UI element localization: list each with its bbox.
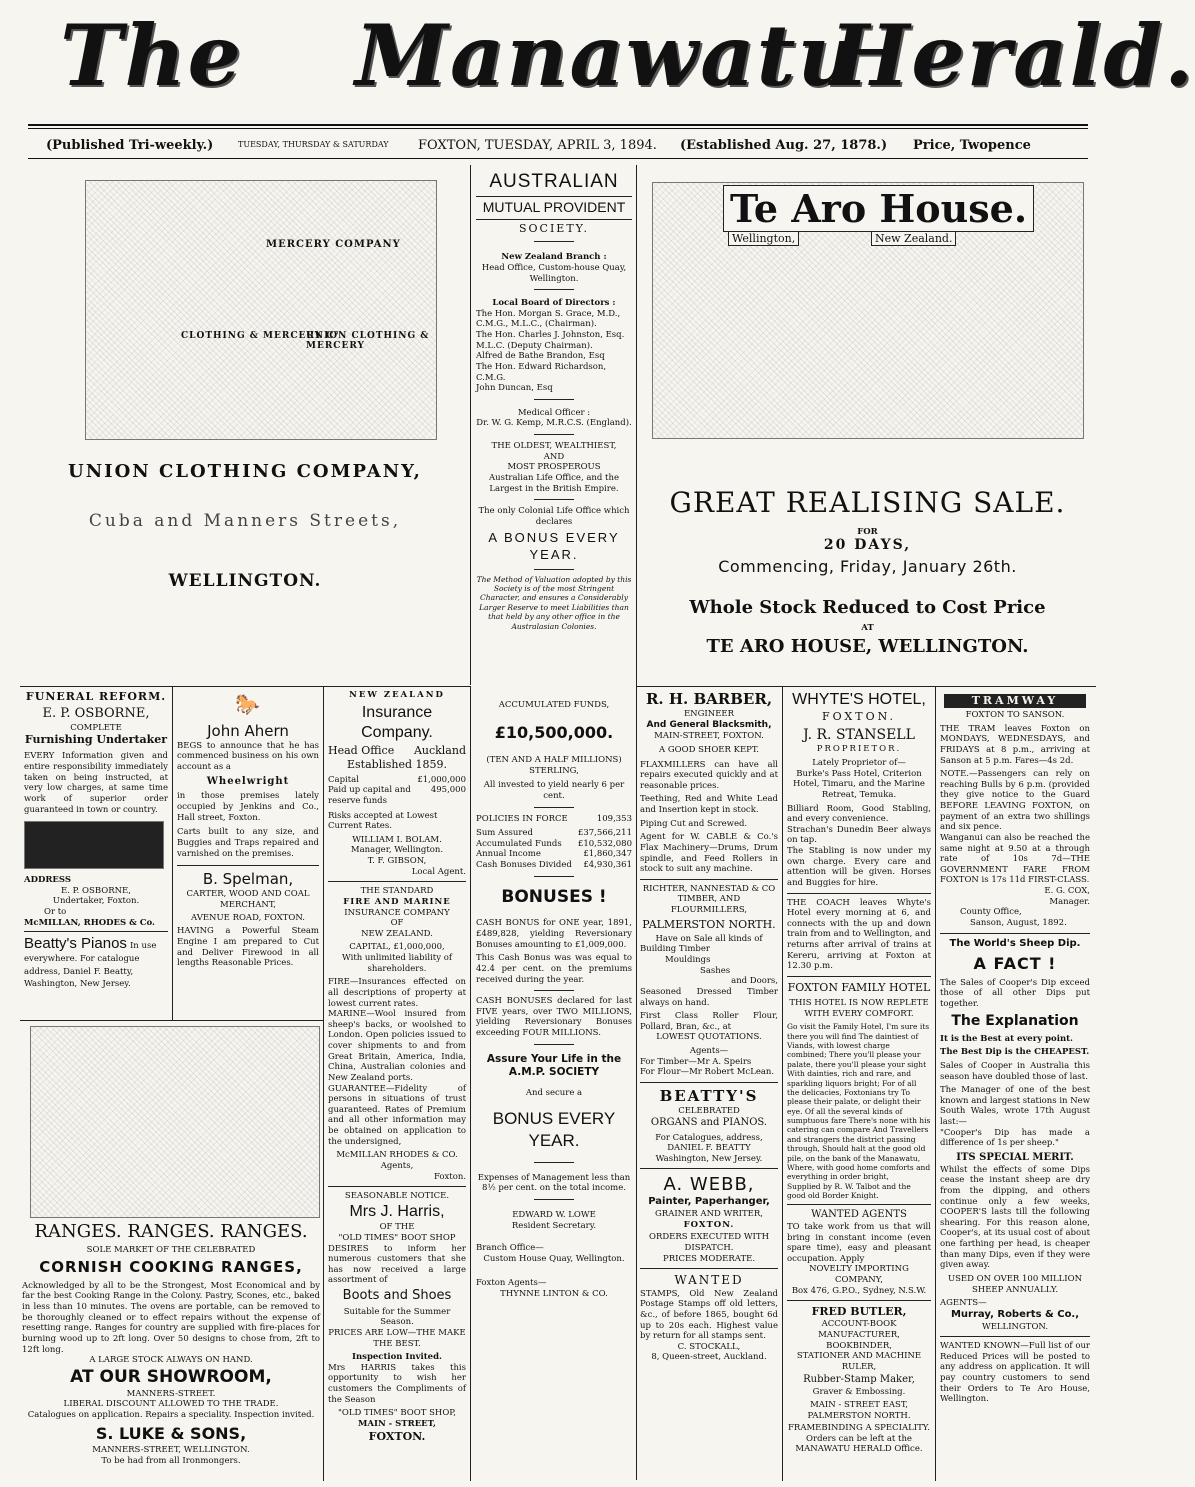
masthead-rule-top [28, 124, 1088, 126]
richter-trade: TIMBER, AND FLOURMILLERS, [670, 894, 748, 916]
amp-oldest-2: AND [543, 451, 565, 462]
harris-body: DESIRES to inform her numerous customers that she has now received a large assortment of [328, 1243, 466, 1286]
sheep-dip-wellington: WELLINGTON. [981, 1321, 1049, 1332]
amp-director-2: The Hon. Charles J. Johnston, Esq. M.L.C. (Deputy Chairman). [476, 330, 625, 351]
amp-branch-office: Branch Office— [476, 1243, 544, 1254]
wanted-stamps-addr: 8, Queen-street, Auckland. [651, 1352, 767, 1363]
whyte-billiard: Billiard Room, Good Stabling, and every convenience. [787, 803, 931, 825]
tramway-cox: E. G. COX, [1044, 886, 1090, 897]
dateline-date: FOXTON, TUESDAY, APRIL 3, 1894. [418, 138, 657, 153]
sheep-dip-best: It is the Best at every point. [940, 1033, 1074, 1044]
standard-foxton: Foxton. [433, 1171, 466, 1182]
harris-thanks: Mrs HARRIS takes this opportunity to wish her customers the Compliments of the Season [328, 1362, 466, 1405]
richter-sashes: Sashes [700, 965, 731, 976]
webb-foxton: FOXTON. [683, 1219, 735, 1230]
nz-ins-office-label: Head Office [328, 743, 395, 757]
agents-body: TO take work from us that will bring in constant income (even spare time), easy and pleasant occupation. Apply [787, 1221, 931, 1264]
te-aro-subtitle-1: Wellington, [728, 231, 799, 246]
te-aro-sale-title: GREAT REALISING SALE. [669, 486, 1066, 519]
amp-medical: Medical Officer : [517, 407, 591, 418]
barber-ad [640, 690, 778, 1480]
amp-funds-value: £10,532,080 [577, 838, 632, 849]
masthead-the: The [60, 6, 244, 105]
tramway-manager: Manager. [1049, 896, 1090, 907]
sheep-dip-head: The World's Sheep Dip. [949, 937, 1081, 949]
osborne-complete: COMPLETE [70, 722, 122, 733]
nz-ins-bolam: WILLIAM I. BOLAM. [352, 834, 442, 845]
barber-flax: FLAXMILLERS can have all repairs executed quickly and at reasonable prices. [640, 759, 778, 791]
amp-director-5: John Duncan, Esq [476, 383, 553, 394]
webb-trade: Painter, Paperhanger, [648, 1196, 770, 1208]
amp-cash-1: CASH BONUS for ONE year, 1891, £489,828, yielding Reversionary Bonuses amounting to £1,009,000. [476, 918, 632, 950]
barber-name: R. H. BARBER, [645, 690, 773, 708]
osborne-name: E. P. OSBORNE, [42, 706, 150, 722]
amp-colonial-2: declares [535, 516, 573, 527]
ranges-catalogues: Catalogues on application. Repairs a speciality. Inspection invited. [27, 1409, 315, 1420]
sheep-dip-quote: "Cooper's Dip has made a difference of 1s per sheep." [940, 1127, 1090, 1149]
amp-amount: £10,500,000. [494, 722, 614, 742]
amp-policies-value: 109,353 [596, 813, 632, 824]
standard-liab: With unlimited liability of shareholders. [342, 953, 452, 974]
amp-branch-addr: Custom House Quay, Wellington. [483, 1253, 625, 1264]
beatty-organs-daniel: DANIEL F. BEATTY [667, 1143, 751, 1154]
whyte-name: WHYTE'S HOTEL, [792, 691, 926, 708]
richter-name: RICHTER, NANNESTAD & CO [642, 883, 776, 894]
ahern-ad [177, 690, 319, 1020]
butler-orders: Orders can be left at the MANAWATU HERALD Office. [795, 1433, 923, 1455]
harris-suitable: Suitable for the Summer Season. [343, 1306, 451, 1328]
whyte-prop: J. R. STANSELL [803, 726, 915, 743]
beatty-organs-org: ORGANS and PIANOS. [650, 1116, 768, 1128]
harris-prices: PRICES ARE LOW—THE MAKE THE BEST. [328, 1327, 466, 1349]
spelman-addr: AVENUE ROAD, FOXTON. [191, 912, 305, 923]
harris-name: Mrs J. Harris, [349, 1202, 445, 1220]
beatty-pianos-title: Beatty's Pianos [24, 935, 127, 953]
amp-oldest-1: THE OLDEST, WEALTHIEST, [491, 441, 617, 452]
standard-mcmillan: McMILLAN RHODES & CO. [336, 1150, 458, 1161]
amp-expenses: Expenses of Management less than 8½ per cent. on the total income. [477, 1172, 631, 1194]
buggy-icon: 🐎 [235, 692, 261, 716]
amp-secure: And secure a [525, 1087, 583, 1098]
standard-agents: Agents, [380, 1160, 414, 1171]
dateline-established: (Established Aug. 27, 1878.) [680, 138, 888, 153]
tramway-county: County Office, [960, 907, 1022, 918]
amp-income-label: Annual Income [476, 849, 541, 860]
masthead-rule-thin [28, 128, 1088, 129]
family-hotel-name: FOXTON FAMILY HOTEL [787, 980, 931, 994]
dateline-price: Price, Twopence [913, 138, 1031, 153]
tramway-date: Sanson, August, 1892. [970, 917, 1067, 928]
ranges-ad [22, 1220, 320, 1482]
coffin-plate-illustration [24, 821, 164, 869]
amp-bonus-every-year: A BONUS EVERY YEAR. [488, 530, 620, 563]
beatty-organs-name: BEATTY'S [659, 1086, 759, 1105]
standard-nz: NEW ZEALAND. [361, 928, 433, 939]
sheep-dip-agents: AGENTS— [940, 1298, 987, 1309]
standard-ins: INSURANCE COMPANY [344, 907, 450, 918]
barber-shoe: A GOOD SHOER KEPT. [659, 744, 759, 755]
beatty-organs-cat: For Catalogues, address, [655, 1132, 763, 1143]
union-clothing-ad [30, 460, 460, 593]
ranges-discount: LIBERAL DISCOUNT ALLOWED TO THE TRADE. [63, 1399, 279, 1410]
union-streets: Cuba and Manners Streets, [88, 511, 402, 532]
spelman-body: HAVING a Powerful Steam Engine I am prepared to Cut and Deliver Firewood in all lengths Reasonable Prices. [177, 926, 319, 969]
te-aro-at: AT [861, 622, 874, 633]
butler-main: MAIN - STREET EAST, [810, 1399, 908, 1410]
family-comfort: WITH EVERY COMFORT. [804, 1008, 914, 1019]
dateline-days: TUESDAY, THURSDAY & SATURDAY [238, 140, 389, 149]
amp-funds-label: Accumulated Funds [476, 838, 562, 849]
harris-main: MAIN - STREET, [357, 1418, 437, 1429]
standard-cap: CAPITAL, £1,000,000, [349, 942, 445, 953]
family-poem: Go visit the Family Hotel, I'm sure its there you will find The daintiest of Viands, with lowest charge combined; There you'll please your palate, there you'll please your sight With dainties, rich and rare, and sparkling liquors bright; For of all the delicacies, Foxtonians try To please their palate, or delight their eye. Of all the several kinds of sumptuous fare There's none with his catering can compare And Travellers and strangers the district passing through, Should halt at the good old pile, on the bank of the Manawatu, Where, with good home comforts and everything in order bright, [787, 1022, 931, 1182]
amp-doctor: Dr. W. G. Kemp, M.R.C.S. (England). [476, 418, 632, 429]
nz-ins-office-value: Auckland [413, 743, 466, 757]
amp-director-1: The Hon. Morgan S. Grace, M.D., C.M.G., M.L.C., (Chairman). [476, 308, 621, 330]
dateline [28, 136, 1088, 156]
amp-resident: Resident Secretary. [511, 1220, 597, 1231]
richter-flour: First Class Roller Flour, Pollard, Bran, &c., at [640, 1011, 778, 1032]
whyte-late: Lately Proprietor of— [812, 758, 906, 769]
te-aro-sale-ad [645, 485, 1090, 659]
beatty-organs-wash: Washington, New Jersey. [655, 1153, 763, 1164]
cooking-range-illustration [30, 1026, 320, 1218]
amp-ad-bottom [476, 700, 632, 1480]
nz-insurance-ad [328, 690, 466, 1480]
whyte-coach: THE COACH leaves Whyte's Hotel every morning at 6, and connects with the up and down train from and to Wellington, and returns after arrival of trains at Kereru, arriving at Foxton at 12.30 p.m. [787, 897, 931, 972]
harris-boots: Boots and Shoes [342, 1288, 452, 1304]
barber-black: And General Blacksmith, [646, 719, 772, 730]
te-aro-for: FOR [857, 526, 878, 537]
sheep-dip-aus: Sales of Cooper in Australia this season have doubled those of last. [940, 1060, 1090, 1082]
union-title: UNION CLOTHING COMPANY, [68, 461, 422, 482]
wanted-known-body: WANTED KNOWN—Full list of our Reduced Prices will be posted to any address on application. It will pay country customers to send their Orders to Te Aro House, Wellington. [940, 1341, 1090, 1405]
tramway-ad [940, 690, 1090, 1480]
ranges-stock: A LARGE STOCK ALWAYS ON HAND. [89, 1355, 253, 1366]
nz-ins-local: Local Agent. [411, 866, 466, 877]
amp-cash-2: This Cash Bonus was was equal to 42.4 per cent. on the premiums received during the year. [476, 953, 632, 985]
sheep-dip-explanation: The Explanation [951, 1012, 1079, 1029]
amp-name-1: AUSTRALIAN [489, 171, 619, 192]
amp-board: Local Board of Directors : [492, 298, 616, 309]
ranges-street: MANNERS-STREET. [126, 1388, 216, 1399]
ranges-title: RANGES. RANGES. RANGES. [34, 1221, 308, 1242]
amp-name-2: MUTUAL PROVIDENT [476, 196, 632, 220]
masthead-manawatu: Manawatu [355, 6, 861, 105]
sheep-dip-murray: Murray, Roberts & Co., [950, 1308, 1080, 1320]
sheep-dip-merit-body: Whilst the effects of some Dips cease the instant sheep are dry from the dipping, and others continue only a few weeks, COOPER'S lasts till the following shearing. For this reason alone, Cooper's, at its usual cost of about one farthing per head, is cheaper than many Dips, even if they were given away. [940, 1164, 1090, 1271]
amp-cash-label: Cash Bonuses Divided [476, 860, 572, 871]
spelman-name: B. Spelman, [202, 870, 294, 889]
amp-cash-3: CASH BONUSES declared for last FIVE years, over TWO MILLIONS, yielding Reversionary Bonuses exceeding FOUR MILLIONS. [476, 996, 632, 1039]
te-aro-commencing: Commencing, Friday, January 26th. [718, 557, 1017, 577]
whyte-foxton: FOXTON. [821, 710, 897, 724]
sheep-dip-merit: ITS SPECIAL MERIT. [956, 1151, 1074, 1163]
tramway-note: NOTE.—Passengers can rely on reaching Bulls by 6 p.m. (provided they give notice to the Guard BEFORE LEAVING FOXTON, on payment of an extra two shillings and six pence. [940, 769, 1090, 833]
agents-head: WANTED AGENTS [811, 1209, 907, 1221]
sheep-dip-manager: The Manager of one of the best known and largest stations in New South Wales, wrote 17th August last:— [940, 1085, 1090, 1127]
amp-income-value: £1,860,347 [583, 849, 632, 860]
ranges-cornish: CORNISH COOKING RANGES, [39, 1257, 303, 1276]
barber-agent: Agent for W. CABLE & Co.'s Flax Machinery—Drums, Drum spindle, and Feed Rollers in stock to suit any machine. [640, 832, 778, 875]
richter-mouldings: Mouldings [665, 955, 711, 966]
barber-eng: ENGINEER [683, 709, 735, 720]
union-building-illustration [85, 180, 437, 440]
whyte-stabling: The Stabling is now under my own charge. Every care and attention will be given. Horses and Buggies for hire. [787, 846, 931, 888]
harris-of-the: OF THE [379, 1222, 415, 1233]
tramway-body: THE TRAM leaves Foxton on MONDAYS, WEDNESDAYS, and FRIDAYS at 8 p.m., arriving at Sanson at 5 p.m. Fares—4s 2d. [940, 723, 1090, 766]
butler-name: FRED BUTLER, [811, 1305, 907, 1319]
ranges-luke-addr: MANNERS-STREET, WELLINGTON. [92, 1444, 250, 1455]
amp-ad-top [476, 170, 632, 685]
te-aro-house-name: TE ARO HOUSE, WELLINGTON. [706, 636, 1029, 658]
masthead-herald: Herald. [830, 6, 1195, 105]
ranges-sole: SOLE MARKET OF THE CELEBRATED [86, 1245, 256, 1256]
amp-policies-label: POLICIES IN FORCE [476, 813, 568, 824]
amp-accum: ACCUMULATED FUNDS, [498, 700, 610, 710]
osborne-addr-line: Undertaker, Foxton. [52, 896, 140, 907]
te-aro-whole-stock: Whole Stock Reduced to Cost Price [689, 596, 1046, 618]
barber-pipe: Piping Cut and Screwed. [640, 818, 748, 829]
osborne-address: ADDRESS [24, 875, 71, 886]
ahern-name: John Ahern [207, 721, 289, 740]
sheep-dip-fact: A FACT ! [973, 954, 1057, 974]
wanted-stamps-name: C. STOCKALL, [677, 1341, 741, 1352]
tramway-logo: TRAMWAY [944, 694, 1086, 708]
harris-foxton: FOXTON. [368, 1429, 426, 1443]
richter-doors: and Doors, [731, 976, 778, 987]
amp-bonus-every-year-2: BONUS EVERY YEAR. [492, 1109, 616, 1150]
nz-ins-manager: Manager, Wellington. [350, 845, 444, 856]
richter-flour-agent: For Flour—Mr Robert McLean. [640, 1067, 775, 1078]
richter-low: LOWEST QUOTATIONS. [656, 1032, 762, 1043]
family-supplied: Supplied by R. W. Talbot and the good old Border Knight. [787, 1181, 911, 1201]
union-sign-2: CLOTHING & MERCERY C° [181, 331, 340, 341]
ranges-body: Acknowledged by all to be the Strongest, Most Economical and by far the best Cooking Range in the Colony. Pastry, Scones, etc., baked in less than 10 minutes. The ovens are portable, can be removed to be thoroughly cleaned or to effect repairs without the expense of resetting range. Ranges for country are supplied with fire-places for burning wood up to 2ft long. Over 50 designs to chose from, 2ft to 12ft long. [22, 1280, 320, 1355]
richter-building-timber: Building Timber [640, 944, 710, 955]
richter-timber-agent: For Timber—Mr A. Speirs [640, 1056, 752, 1067]
sheep-dip-cheap: The Best Dip is the CHEAPEST. [940, 1047, 1090, 1058]
standard-marine: MARINE—Wool insured from sheep's backs, or woolshed to London. Open policies issued to cover shipments to and from Great Britain, America, India, China, Australian colonies and New Zealand ports. [328, 1009, 466, 1083]
webb-orders: ORDERS EXECUTED WITH DISPATCH. [648, 1232, 769, 1254]
whyte-hotel-ad [787, 690, 931, 1480]
osborne-ad [24, 690, 168, 1020]
dateline-rule [28, 158, 1088, 159]
agents-novelty: NOVELTY IMPORTING COMPANY, [809, 1264, 909, 1286]
amp-bonuses: BONUSES ! [501, 886, 607, 907]
osborne-body: EVERY Information given and entire responsibility immediately taken on being instructed, at very low charges, at same time work of superior order guaranteed in town or country. [24, 751, 168, 815]
union-sign-3: UNION CLOTHING & MERCERY [306, 331, 430, 351]
ranges-ironmongers: To be had from all Ironmongers. [101, 1455, 241, 1466]
butler-graver: Graver & Embossing. [812, 1387, 906, 1398]
te-aro-title: Te Aro House. [723, 185, 1034, 232]
ranges-luke: S. LUKE & SONS, [95, 1424, 247, 1444]
amp-director-4: The Hon. Edward Richardson, C.M.G. [476, 361, 607, 383]
richter-place: PALMERSTON NORTH. [642, 917, 776, 931]
richter-agents: Agents— [689, 1046, 729, 1057]
osborne-title: Furnishing Undertaker [24, 733, 168, 747]
standard-head: FIRE AND MARINE [343, 896, 451, 907]
standard-of: OF [390, 918, 404, 929]
whyte-hotels: Burke's Pass Hotel, Criterion Hotel, Timaru, and the Marine Retreat, Temuka. [793, 768, 925, 800]
nz-ins-gibson: T. F. GIBSON, [367, 856, 427, 867]
ahern-body: BEGS to announce that he has commenced business on his own account as a [177, 740, 319, 773]
te-aro-house-illustration [652, 182, 1084, 439]
nz-ins-head: NEW ZEALAND [349, 690, 445, 700]
amp-name-3: SOCIETY. [518, 222, 590, 236]
amp-lowe: EDWARD W. LOWE [512, 1209, 596, 1220]
te-aro-days: 20 DAYS, [823, 537, 912, 554]
osborne-mcmillan: McMILLAN, RHODES & Co. [24, 917, 155, 928]
ahern-trade: Wheelwright [206, 775, 290, 787]
osborne-addr-name: E. P. OSBORNE, [61, 885, 131, 896]
te-aro-subtitle-2: New Zealand. [871, 231, 956, 246]
amp-foxton-agents: Foxton Agents— [476, 1278, 547, 1289]
ahern-body-3: Carts built to any size, and Buggies and Traps repaired and varnished on the premises. [177, 827, 319, 859]
osborne-or: Or to [44, 907, 67, 918]
amp-director-3: Alfred de Bathe Brandon, Esq [476, 351, 605, 362]
whyte-beer: Strachan's Dunedin Beer always on tap. [787, 824, 931, 846]
richter-dressed: Seasoned Dressed Timber always on hand. [640, 986, 778, 1008]
nz-ins-est: Established 1859. [347, 757, 447, 771]
butler-bind: BOOKBINDER, [826, 1340, 892, 1351]
amp-ten: (TEN AND A HALF MILLIONS) [486, 755, 622, 766]
union-sign-1: MERCERY COMPANY [266, 239, 401, 250]
nz-ins-name: Insurance Company. [361, 703, 433, 742]
butler-frame: FRAMEBINDING A SPECIALITY. [788, 1423, 930, 1434]
ranges-showroom: AT OUR SHOWROOM, [70, 1366, 272, 1387]
beatty-pianos-body: In use everywhere. For catalogue address, Daniel F. Beatty, Washington, New Jersey. [24, 941, 157, 989]
whyte-proprietor: PROPRIETOR. [816, 744, 902, 755]
osborne-head: FUNERAL REFORM. [25, 690, 167, 703]
nz-ins-capital-value: £1,000,000 [417, 774, 466, 785]
standard-the: THE STANDARD [360, 886, 434, 897]
butler-stat: STATIONER AND MACHINE RULER, [796, 1351, 922, 1372]
standard-fire: FIRE—Insurances effected on all descriptions of property at lowest current rates. [328, 977, 466, 1009]
amp-branch: New Zealand Branch : [501, 252, 607, 263]
standard-guarantee: GUARANTEE—Fidelity of persons in situations of trust guaranteed. Rates of Premium and all other information may be obtained on application to the undersigned, [328, 1083, 466, 1147]
harris-shop: "OLD TIMES" BOOT SHOP [338, 1232, 456, 1243]
webb-grainer: GRAINER AND WRITER, [655, 1209, 763, 1220]
amp-thynne: THYNNE LINTON & CO. [500, 1289, 608, 1300]
nz-ins-capital-label: Capital [328, 774, 359, 785]
amp-oldest-4: Australian Life Office, and the Largest in the British Empire. [489, 472, 619, 494]
amp-sterling: STERLING, [529, 765, 579, 776]
barber-teeth: Teething, Red and White Lead and Insertion kept in stock. [640, 794, 778, 816]
dateline-published: (Published Tri-weekly.) [46, 138, 214, 153]
agents-box: Box 476, G.P.O., Sydney, N.S.W. [791, 1285, 927, 1296]
harris-notice: SEASONABLE NOTICE. [344, 1191, 450, 1202]
beatty-organs-cel: CELEBRATED [678, 1106, 740, 1117]
tramway-wanganui: Wanganui can also be reached the same night at 9.50 at a through rate of 10s 7d—THE GOVERNMENT FARE FROM FOXTON is 17s 11d FIRST-CLASS. [940, 832, 1090, 886]
webb-name: A. WEBB, [663, 1174, 755, 1196]
butler-rubber: Rubber-Stamp Maker, [803, 1374, 915, 1386]
tramway-route: FOXTON TO SANSON. [965, 710, 1065, 721]
webb-prices: PRICES MODERATE. [662, 1253, 756, 1264]
ahern-body-2: in those premises lately occupied by Jenkins and Co., Hall street, Foxton. [177, 791, 319, 823]
amp-cash-value: £4,930,361 [583, 860, 632, 871]
wanted-stamps-head: WANTED [674, 1273, 744, 1288]
sheep-dip-used: USED ON OVER 100 MILLION SHEEP ANNUALLY. [947, 1273, 1083, 1295]
richter-sale: Have on Sale all kinds of [655, 933, 763, 944]
wanted-stamps-body: STAMPS, Old New Zealand Postage Stamps off old letters, &c., of before 1865, bought 6d up to 20s each. Highest value by return for all stamps sent. [640, 1288, 778, 1342]
masthead [0, 0, 1195, 120]
barber-addr: MAIN-STREET, FOXTON. [654, 731, 764, 742]
amp-colonial-1: The only Colonial Life Office which [478, 506, 630, 517]
amp-assure: Assure Your Life in the A.M.P. SOCIETY [486, 1052, 622, 1079]
spelman-trade: CARTER, WOOD AND COAL MERCHANT, [186, 889, 310, 911]
nz-ins-risks: Risks accepted at Lowest Current Rates. [328, 810, 438, 832]
sheep-dip-sales: The Sales of Cooper's Dip exceed those of all other Dips put together. [940, 977, 1090, 1010]
butler-palm: PALMERSTON NORTH. [807, 1410, 911, 1421]
butler-acct: ACCOUNT-BOOK MANUFACTURER, [818, 1319, 900, 1340]
family-replete: THIS HOTEL IS NOW REPLETE [789, 998, 929, 1009]
amp-method: The Method of Valuation adopted by this Society is of the most Stringent Character, and ensures a Considerably Larger Reserve to meet Liabilities than that held by any other office in the Australasian Colonies. [476, 574, 632, 631]
union-city: WELLINGTON. [168, 570, 322, 591]
amp-sum-value: £37,566,211 [577, 828, 632, 839]
amp-office: Head Office, Custom-house Quay, Wellington. [481, 262, 627, 284]
amp-sum-label: Sum Assured [476, 828, 533, 839]
amp-invested: All invested to yield nearly 6 per cent. [483, 780, 625, 801]
amp-oldest-3: MOST PROSPEROUS [507, 462, 601, 473]
harris-shop-2: "OLD TIMES" BOOT SHOP, [337, 1408, 457, 1419]
harris-inspection: Inspection Invited. [352, 1352, 442, 1363]
nz-ins-paid-value: 495,000 [430, 785, 466, 796]
nz-ins-paid-label: Paid up capital and reserve funds [328, 785, 411, 806]
